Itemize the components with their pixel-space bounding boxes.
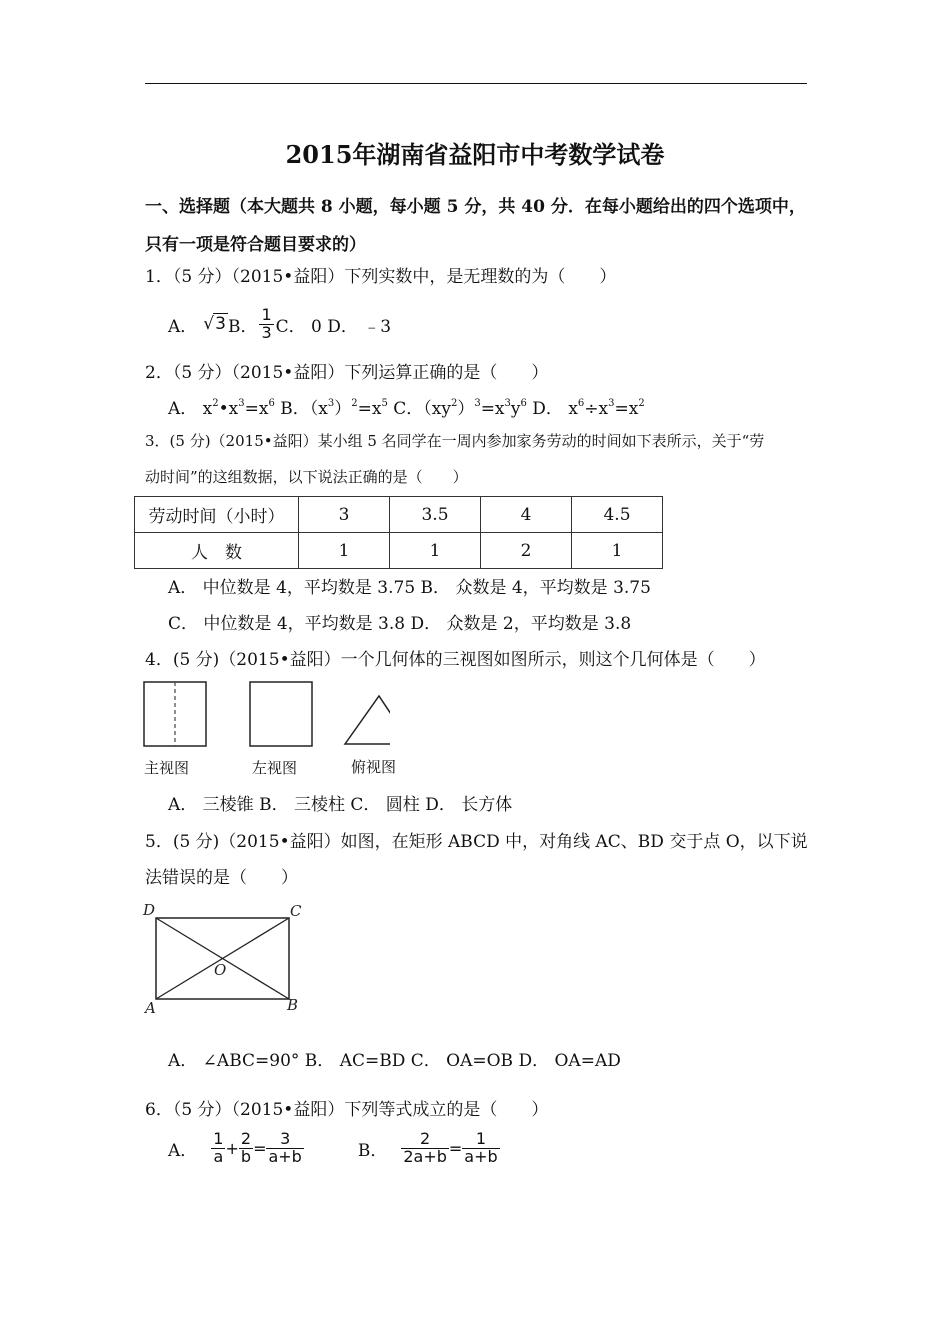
fraction [462,1131,499,1166]
q2-d-text: D． x [526,399,578,419]
sqrt-sign: √ [203,314,215,335]
q1-stem: 1．（5 分）（2015•益阳）下列实数中，是无理数的为（ ） [145,267,617,287]
sqrt-radicand: 3 [215,314,226,335]
side-view-square [250,682,312,746]
q3-options-cd: C． 中位数是 4，平均数是 3.8 D． 众数是 2，平均数是 3.8 [168,614,632,634]
exponent: 3 [238,398,245,409]
table-cell: 人 数 [135,533,299,569]
section-heading-line1: 一、选择题（本大题共 8 小题，每小题 5 分，共 40 分．在每小题给出的四个选项中， [145,197,806,217]
point-label-d: D [143,901,156,919]
exponent: 6 [520,398,527,409]
q2-b-text: =x [357,399,382,419]
fraction [401,1131,449,1166]
table-cell: 3.5 [390,497,481,533]
fraction [266,1131,303,1166]
rectangle-abcd-figure [140,898,310,1020]
q6-option-a-label: A． [168,1140,198,1161]
q2-b-text: B．（x [274,399,328,419]
q2-c-text: ） [457,399,475,419]
fraction-denominator: b [240,1146,252,1166]
table-row [135,533,663,569]
q2-c-text: y [510,399,521,419]
exponent: 5 [381,398,388,409]
q2-d-text: ÷x [584,399,609,419]
q2-a-text: A． x [168,399,213,419]
q5-options: A． ∠ABC=90° B． AC=BD C． OA=OB D． OA=AD [168,1051,621,1071]
table-cell: 2 [481,533,572,569]
q2-stem: 2．（5 分）（2015•益阳）下列运算正确的是（ ） [145,363,549,383]
q2-c-text: =x [480,399,505,419]
exponent: 6 [577,398,585,409]
table-cell: 劳动时间（小时） [135,497,299,533]
q5-stem-line2: 法错误的是（ ） [145,868,298,888]
front-view-label: 主视图 [144,759,190,777]
table-cell: 4 [481,497,572,533]
q2-options [168,394,645,419]
top-view-triangle [345,696,390,744]
q6-options [168,1131,500,1166]
point-label-a: A [145,999,156,1017]
fraction-denominator: a+b [464,1146,498,1166]
exponent: 2 [638,398,645,409]
fraction [239,1131,253,1166]
q1-options-rest: C． 0 D． ﹣3 [275,316,392,337]
fraction-numerator: 1 [261,305,272,324]
side-view-label: 左视图 [252,759,298,777]
q1-options [168,307,391,342]
table-row [135,497,663,533]
exponent: 2 [351,398,358,409]
top-view-label: 俯视图 [351,758,397,776]
q4-options: A． 三棱锥 B． 三棱柱 C． 圆柱 D． 长方体 [168,795,513,815]
exponent: 3 [474,398,481,409]
exponent: 3 [608,398,615,409]
header-rule [145,83,807,84]
q1-fraction-1-3 [259,307,273,342]
table-cell: 1 [390,533,481,569]
section-heading-line2: 只有一项是符合题目要求的） [145,235,366,255]
exponent: 2 [450,398,458,409]
q2-b-text: ） [334,399,352,419]
fraction [211,1131,225,1166]
q3-options-ab: A． 中位数是 4，平均数是 3.75 B． 众数是 4，平均数是 3.75 [168,578,651,598]
q6-stem: 6．（5 分）（2015•益阳）下列等式成立的是（ ） [145,1100,549,1120]
fraction-denominator: 2a+b [403,1146,447,1166]
fraction-denominator: a+b [268,1146,302,1166]
q2-c-text: C．（xy [387,399,451,419]
labor-time-table [134,496,663,569]
q2-a-text: •x [218,399,239,419]
q2-d-text: =x [614,399,639,419]
exponent: 3 [504,398,511,409]
table-cell: 3 [299,497,390,533]
q3-stem-line2: 动时间”的这组数据，以下说法正确的是（ ） [145,468,468,486]
q2-a-text: =x [244,399,269,419]
q6-option-b-label: B． [357,1140,388,1161]
equals-sign: = [253,1138,267,1158]
fraction-numerator: 2 [240,1129,252,1148]
table-cell: 1 [572,533,663,569]
exponent: 6 [268,398,275,409]
fraction-numerator: 1 [213,1129,224,1148]
q5-stem-line1: 5．(5 分)（2015•益阳）如图，在矩形 ABCD 中，对角线 AC、BD 交于点 O，以下说 [145,832,808,852]
point-label-o: O [214,961,227,979]
fraction-numerator: 3 [266,1131,303,1149]
plus-sign: + [225,1138,239,1158]
three-views-figure [140,678,390,752]
q6-option-b-expression [401,1131,499,1166]
table-cell: 1 [299,533,390,569]
q3-stem-line1: 3．(5 分)（2015•益阳）某小组 5 名同学在一周内参加家务劳动的时间如下表所示，关于“劳 [145,432,765,450]
table-cell: 4.5 [572,497,663,533]
point-label-b: B [287,996,299,1014]
point-label-c: C [290,902,302,920]
equals-sign: = [448,1138,463,1158]
q1-option-a-label: A． [168,316,198,337]
fraction-denominator: 3 [261,322,272,342]
q1-sqrt-3 [203,314,228,334]
fraction-numerator: 1 [462,1131,499,1149]
exponent: 2 [212,398,219,409]
fraction-numerator: 2 [401,1131,449,1149]
page-title: 2015年湖南省益阳市中考数学试卷 [285,140,665,169]
fraction-denominator: a [213,1146,224,1166]
q1-option-b-label: B． [227,316,258,337]
q4-stem: 4．(5 分)（2015•益阳）一个几何体的三视图如图所示，则这个几何体是（ ） [145,650,766,670]
exponent: 3 [327,398,335,409]
q6-option-a-expression [211,1131,304,1166]
